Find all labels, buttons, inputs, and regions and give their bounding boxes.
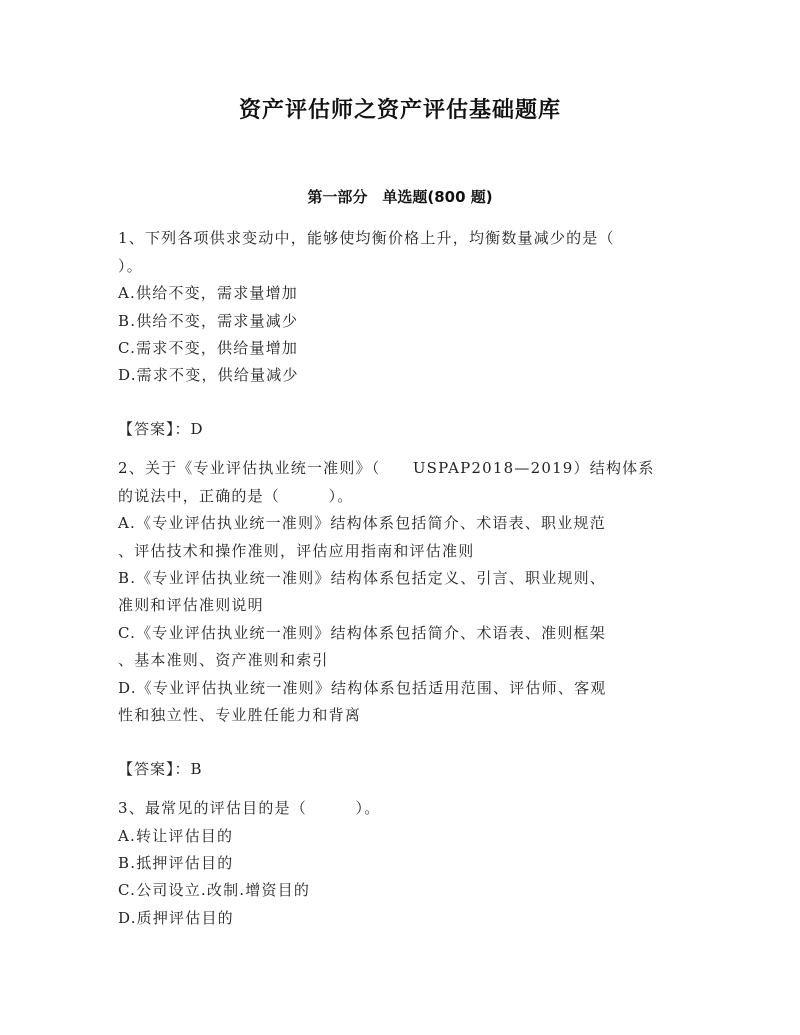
question-3-stem: 3、最常见的评估目的是（ ）。 — [118, 799, 381, 817]
question-1-answer: 【答案】：D — [118, 420, 204, 438]
question-3-option-b: B.抵押评估目的 — [118, 854, 234, 872]
question-1-option-a: A.供给不变，需求量增加 — [118, 284, 299, 302]
question-1-option-c: C.需求不变，供给量增加 — [118, 339, 299, 357]
document-title: 资产评估师之资产评估基础题库 — [238, 98, 561, 123]
question-2-option-b-line-1: B.《专业评估执业统一准则》结构体系包括定义、引言、职业规则、 — [118, 569, 606, 587]
question-1-stem-line-1: 1、下列各项供求变动中，能够使均衡价格上升，均衡数量减少的是（ — [118, 229, 615, 247]
section-title: 第一部分 单选题(800 题) — [307, 188, 493, 206]
question-2-answer: 【答案】：B — [118, 760, 203, 778]
question-2-stem-line-1: 2、关于《专业评估执业统一准则》（ USPAP2018—2019）结构体系 — [118, 459, 655, 477]
question-2-option-a-line-2: 、评估技术和操作准则，评估应用指南和评估准则 — [118, 542, 475, 560]
question-1-option-d: D.需求不变，供给量减少 — [118, 366, 299, 384]
question-2-option-c-line-1: C.《专业评估执业统一准则》结构体系包括简介、术语表、准则框架 — [118, 624, 606, 642]
question-2-option-b-line-2: 准则和评估准则说明 — [118, 596, 264, 614]
question-2-stem-line-2: 的说法中，正确的是（ ）。 — [118, 487, 354, 505]
question-1-option-b: B.供给不变，需求量减少 — [118, 312, 299, 330]
question-1-stem-line-2: ）。 — [118, 257, 143, 275]
question-3-option-c: C.公司设立.改制.增资目的 — [118, 881, 311, 899]
question-3-option-d: D.质押评估目的 — [118, 909, 234, 927]
question-2-option-a-line-1: A.《专业评估执业统一准则》结构体系包括简介、术语表、职业规范 — [118, 514, 606, 532]
question-2-option-d-line-1: D.《专业评估执业统一准则》结构体系包括适用范围、评估师、客观 — [118, 679, 607, 697]
question-2-option-c-line-2: 、基本准则、资产准则和索引 — [118, 651, 329, 669]
question-3-option-a: A.转让评估目的 — [118, 827, 234, 845]
question-2-option-d-line-2: 性和独立性、专业胜任能力和背离 — [118, 706, 362, 724]
